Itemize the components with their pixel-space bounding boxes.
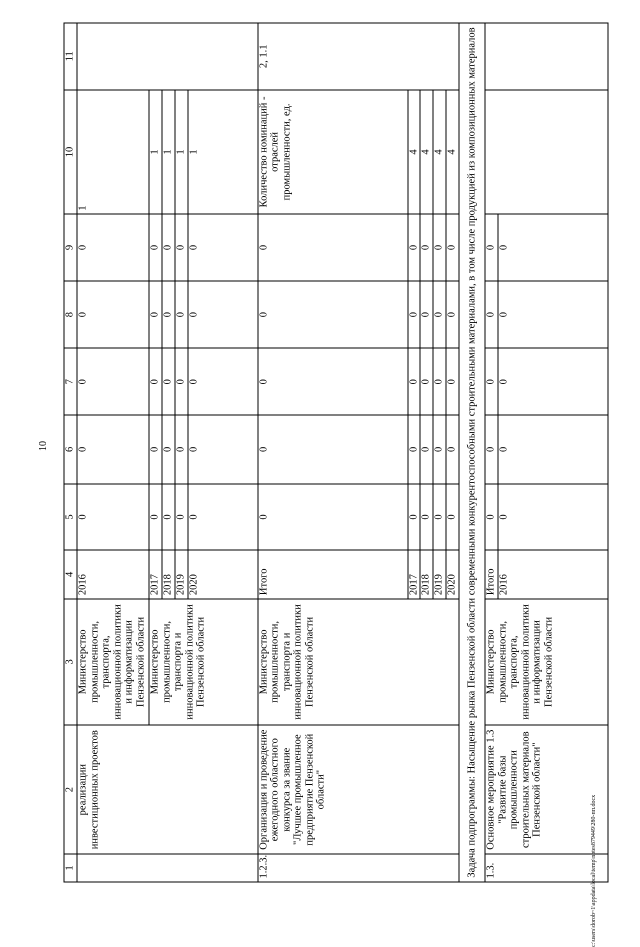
ministry: Министерство промышленности, транспорта, инновационной политики и информатизации Пензенской области xyxy=(485,598,608,725)
value-cell: 0 xyxy=(149,483,162,550)
year: 2017 xyxy=(149,550,162,598)
value-cell: 0 xyxy=(77,214,149,281)
value-cell: 0 xyxy=(446,280,459,348)
col-header: 7 xyxy=(64,348,77,415)
value-cell: 0 xyxy=(188,280,258,348)
col-header: 6 xyxy=(64,414,77,483)
value-cell: 0 xyxy=(162,414,175,483)
col-header: 9 xyxy=(64,214,77,281)
value-cell: 0 xyxy=(408,348,421,415)
value-cell: 0 xyxy=(77,348,149,415)
value-cell: 0 xyxy=(162,280,175,348)
indicator-value: 1 xyxy=(77,89,149,214)
value-cell: 0 xyxy=(408,214,421,281)
value-cell: 0 xyxy=(188,348,258,415)
table-row xyxy=(485,23,498,882)
value-cell: 0 xyxy=(498,483,608,550)
empty-cell xyxy=(77,23,258,90)
indicator-ref: 2, 1.1 xyxy=(258,23,459,90)
indicator-value: 1 xyxy=(188,89,258,214)
year: 2016 xyxy=(77,550,149,598)
value-cell: 0 xyxy=(149,414,162,483)
ministry: Министерство промышленности, транспорта и инновационной политики Пензенской области xyxy=(258,598,459,725)
col-header: 3 xyxy=(64,598,77,725)
activity-name: Организация и проведение ежегодного областного конкурса за звание "Лучшее промышленное предприятие Пензенской области" xyxy=(258,725,459,854)
task-row xyxy=(459,23,485,882)
header-row xyxy=(64,23,77,882)
row-number: 1.2.3. xyxy=(258,854,459,882)
value-cell: 0 xyxy=(420,214,433,281)
value-cell: 0 xyxy=(175,483,188,550)
year: 2020 xyxy=(446,550,459,598)
value-cell: 0 xyxy=(433,214,446,281)
value-cell: 0 xyxy=(485,214,498,281)
value-cell: 0 xyxy=(258,483,408,550)
program-table xyxy=(64,22,609,882)
table-row xyxy=(77,23,149,882)
value-cell: 0 xyxy=(408,483,421,550)
value-cell: 0 xyxy=(149,280,162,348)
value-cell: 0 xyxy=(498,280,608,348)
value-cell: 0 xyxy=(420,483,433,550)
indicator-value: 4 xyxy=(408,89,421,214)
rotated-table-wrapper xyxy=(64,22,609,882)
indicator-label: Количество номинаций - отраслей промышленности, ед. xyxy=(258,89,408,214)
value-cell: 0 xyxy=(175,280,188,348)
value-cell: 0 xyxy=(485,348,498,415)
year: Итого xyxy=(485,550,498,598)
indicator-value: 1 xyxy=(162,89,175,214)
indicator-value: 1 xyxy=(149,89,162,214)
value-cell: 0 xyxy=(258,214,408,281)
value-cell: 0 xyxy=(149,214,162,281)
ministry: Министерство промышленности, транспорта и инновационной политики Пензенской области xyxy=(149,598,258,725)
value-cell: 0 xyxy=(433,280,446,348)
value-cell: 0 xyxy=(408,280,421,348)
value-cell: 0 xyxy=(420,414,433,483)
value-cell: 0 xyxy=(433,414,446,483)
value-cell: 0 xyxy=(188,483,258,550)
value-cell: 0 xyxy=(498,214,608,281)
indicator-value: 4 xyxy=(433,89,446,214)
year: 2019 xyxy=(175,550,188,598)
value-cell: 0 xyxy=(446,214,459,281)
activity-name: реализации инвестиционных проектов xyxy=(77,725,258,854)
year: 2018 xyxy=(162,550,175,598)
value-cell: 0 xyxy=(433,348,446,415)
empty-cell xyxy=(485,23,608,90)
year: 2016 xyxy=(498,550,608,598)
value-cell: 0 xyxy=(420,348,433,415)
col-header: 4 xyxy=(64,550,77,598)
page-number: 10 xyxy=(38,441,49,451)
value-cell: 0 xyxy=(446,414,459,483)
value-cell: 0 xyxy=(420,280,433,348)
col-header: 11 xyxy=(64,23,77,90)
footer-file-path: c:\users\dorob~1\appdata\local\temp\notes879449\280-пп.docx xyxy=(591,794,597,947)
col-header: 1 xyxy=(64,854,77,882)
col-header: 8 xyxy=(64,280,77,348)
value-cell: 0 xyxy=(162,214,175,281)
value-cell: 0 xyxy=(162,348,175,415)
col-header: 5 xyxy=(64,483,77,550)
value-cell: 0 xyxy=(498,348,608,415)
value-cell: 0 xyxy=(485,280,498,348)
value-cell: 0 xyxy=(258,280,408,348)
value-cell: 0 xyxy=(175,348,188,415)
indicator-value: 1 xyxy=(175,89,188,214)
year: 2017 xyxy=(408,550,421,598)
value-cell: 0 xyxy=(188,214,258,281)
value-cell: 0 xyxy=(498,414,608,483)
col-header: 2 xyxy=(64,725,77,854)
value-cell: 0 xyxy=(77,414,149,483)
activity-name: Основное мероприятие 1.3 "Развитие базы промышленности строительных материалов Пензенской области" xyxy=(485,725,608,854)
value-cell: 0 xyxy=(188,414,258,483)
col-header: 10 xyxy=(64,89,77,214)
value-cell: 0 xyxy=(258,348,408,415)
indicator-value: 4 xyxy=(420,89,433,214)
task-text: Задача подпрограммы: Насыщение рынка Пензенской области современными конкурентоспособными строительными материалами, в том числе продукцией из композиционных материалов xyxy=(459,23,485,882)
value-cell: 0 xyxy=(162,483,175,550)
value-cell: 0 xyxy=(77,483,149,550)
value-cell: 0 xyxy=(446,348,459,415)
year: Итого xyxy=(258,550,408,598)
value-cell: 0 xyxy=(258,414,408,483)
row-number: 1.3. xyxy=(485,854,608,882)
value-cell: 0 xyxy=(149,348,162,415)
value-cell: 0 xyxy=(77,280,149,348)
value-cell: 0 xyxy=(446,483,459,550)
ministry: Министерство промышленности, транспорта, инновационной политики и информатизации Пензенской области xyxy=(77,598,149,725)
table-row xyxy=(258,23,408,882)
value-cell: 0 xyxy=(433,483,446,550)
value-cell: 0 xyxy=(408,414,421,483)
value-cell: 0 xyxy=(175,214,188,281)
year: 2018 xyxy=(420,550,433,598)
value-cell: 0 xyxy=(485,483,498,550)
row-number xyxy=(77,854,258,882)
value-cell: 0 xyxy=(175,414,188,483)
year: 2019 xyxy=(433,550,446,598)
indicator-value: 4 xyxy=(446,89,459,214)
year: 2020 xyxy=(188,550,258,598)
value-cell: 0 xyxy=(485,414,498,483)
empty-cell xyxy=(485,89,608,214)
